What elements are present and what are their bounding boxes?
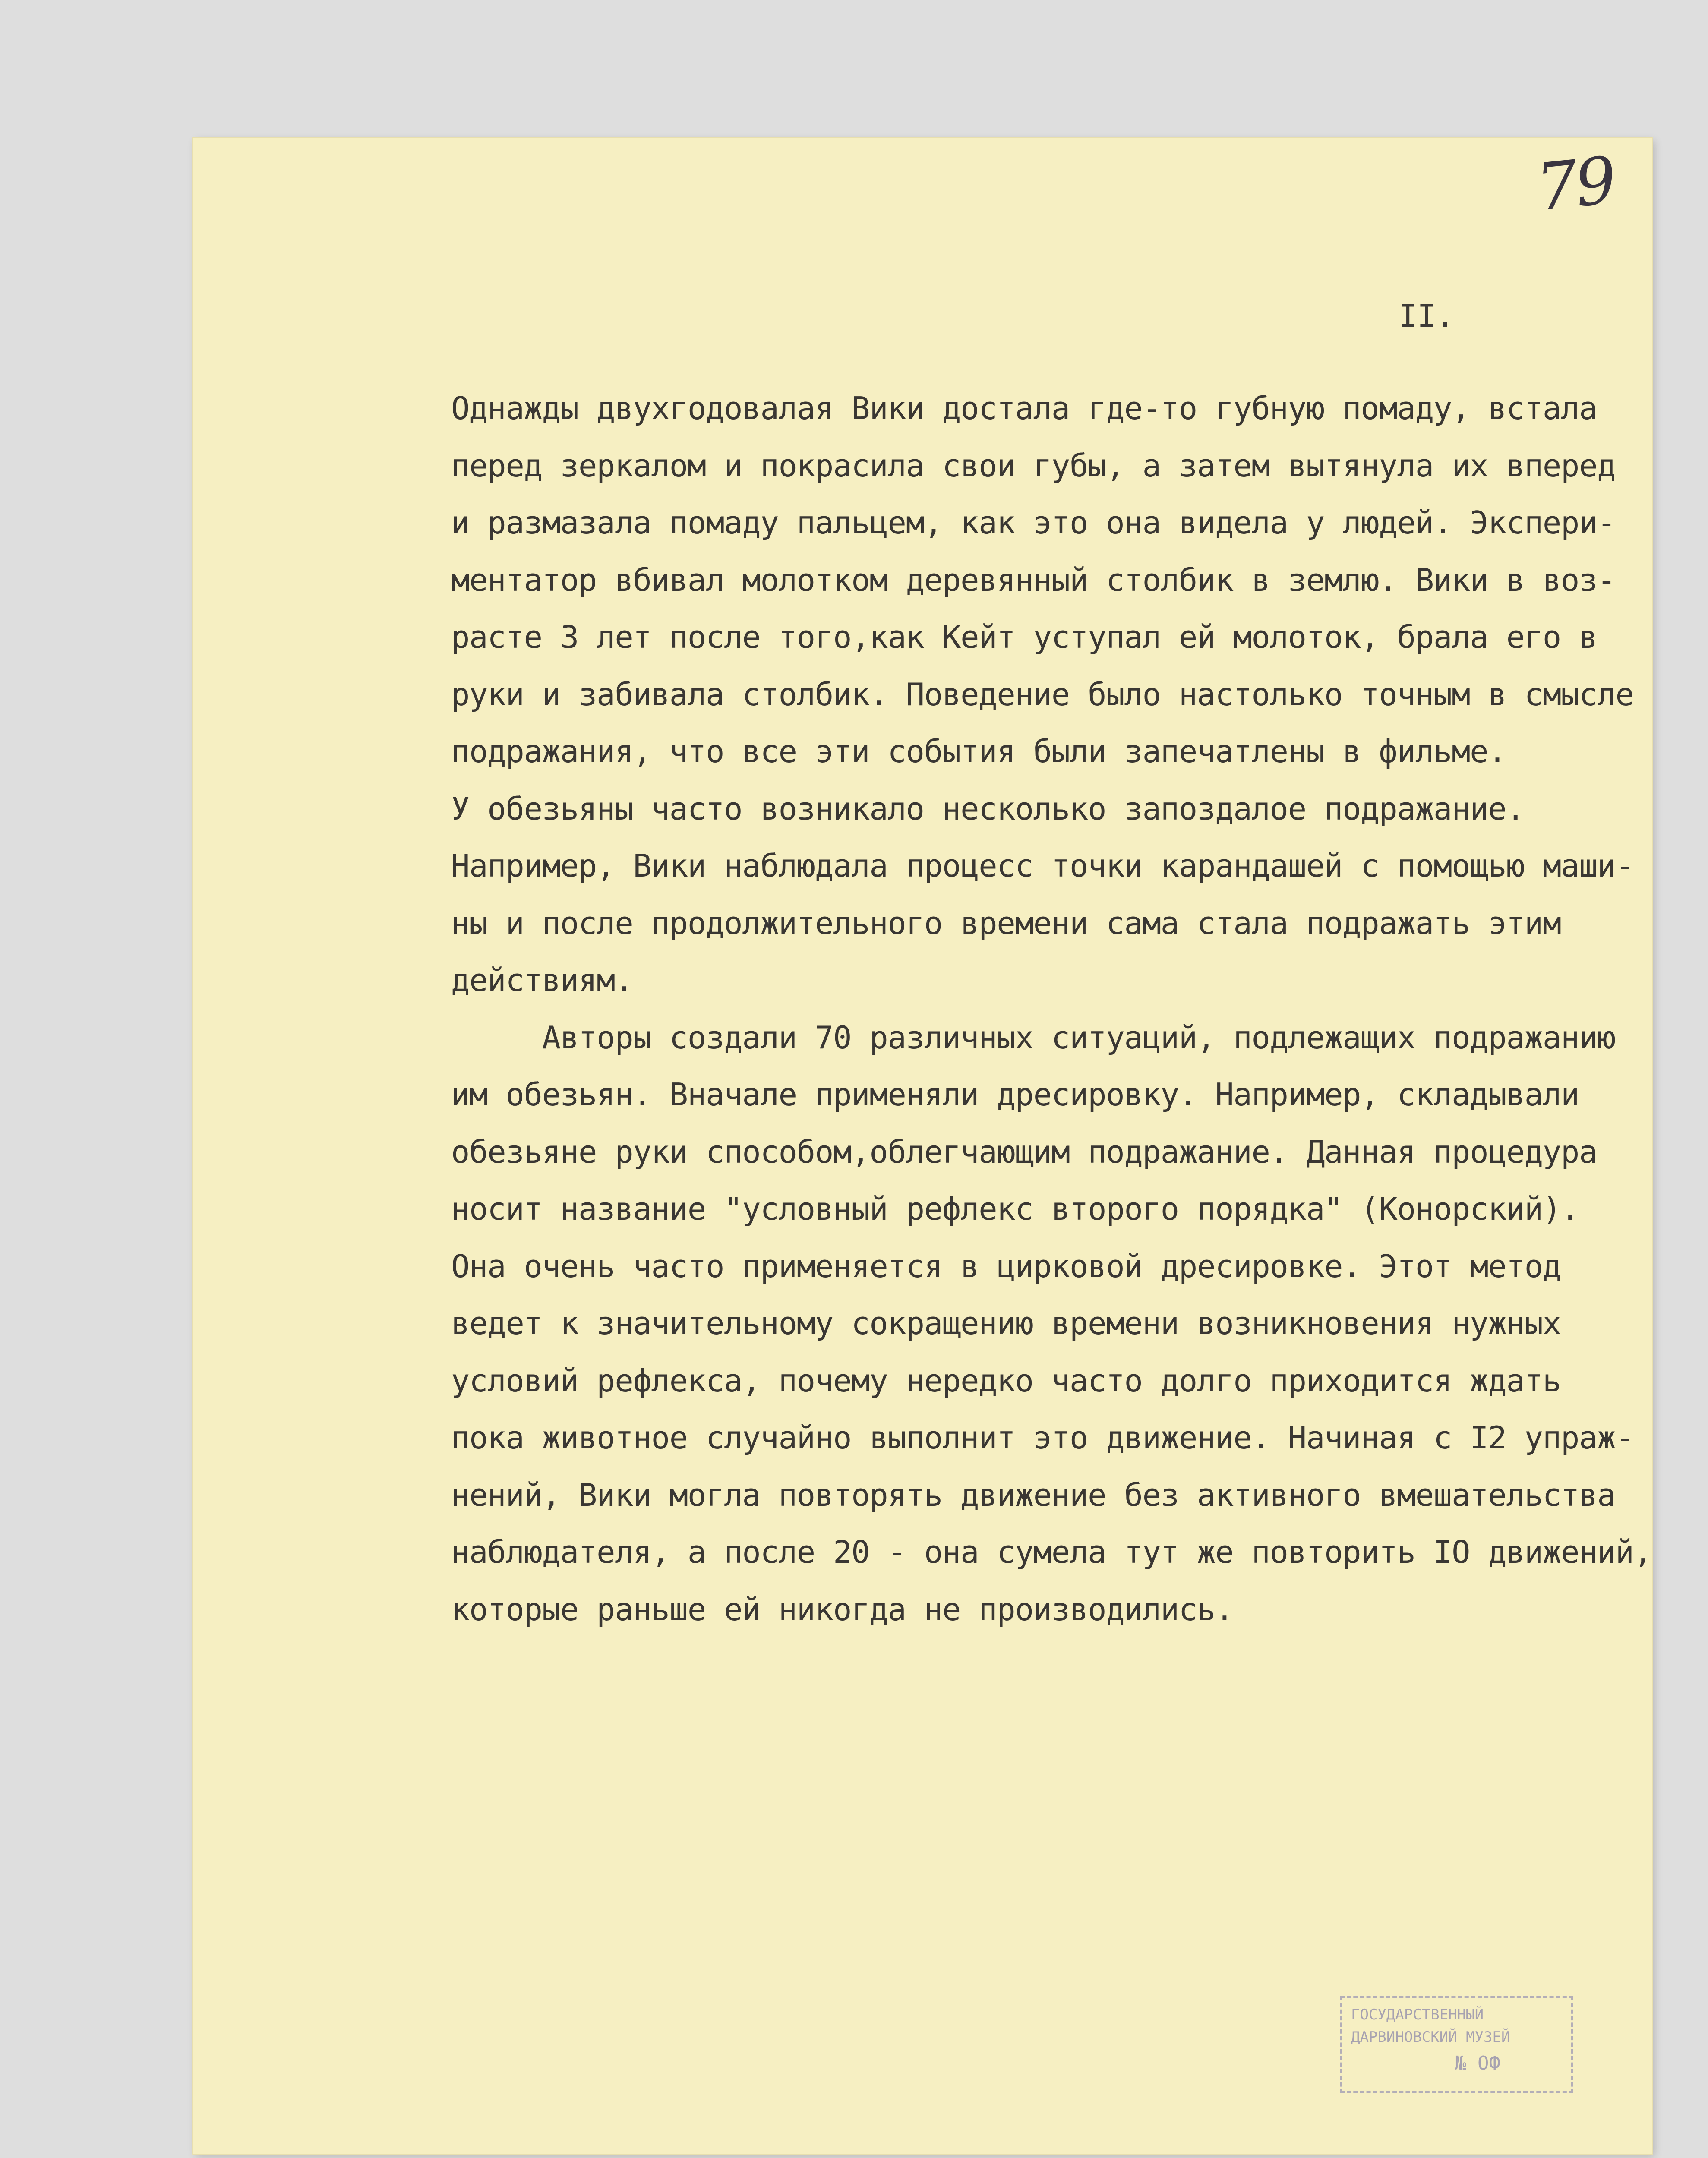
page-number: II. — [1399, 298, 1455, 334]
text-line: руки и забивала столбик. Поведение было настолько точным в смысле — [451, 676, 1634, 713]
text-line: подражания, что все эти события были запечатлены в фильме. — [451, 733, 1506, 770]
stamp-line: ДАРВИНОВСКИЙ МУЗЕЙ — [1351, 2029, 1510, 2046]
text-line: им обезьян. Вначале применяли дресировку. Например, складывали — [451, 1076, 1579, 1113]
text-line: Однажды двухгодовалая Вики достала где-то губную помаду, встала — [451, 390, 1598, 426]
text-line: действиям. — [451, 962, 633, 998]
text-line: расте 3 лет после того,как Кейт уступал ей молоток, брала его в — [451, 619, 1598, 655]
text-line: ны и после продолжительного времени сама стала подражать этим — [451, 905, 1561, 941]
text-line: Авторы создали 70 различных ситуаций, подлежащих подражанию — [451, 1019, 1616, 1056]
text-line: Например, Вики наблюдала процесс точки карандашей с помощью маши- — [451, 848, 1634, 884]
text-line: нений, Вики могла повторять движение без активного вмешательства — [451, 1477, 1616, 1513]
text-line: наблюдателя, а после 20 - она сумела тут же повторить IO движений, — [451, 1534, 1652, 1570]
text-line: которые раньше ей никогда не производились. — [451, 1591, 1234, 1628]
text-line: условий рефлекса, почему нередко часто долго приходится ждать — [451, 1362, 1561, 1399]
text-line: ментатор вбивал молотком деревянный столбик в землю. Вики в воз- — [451, 562, 1616, 598]
body-text — [451, 380, 1652, 1638]
text-line: У обезьяны часто возникало несколько запоздалое подражание. — [451, 790, 1525, 827]
museum-stamp — [1340, 1996, 1573, 2093]
stamp-number: № ОФ — [1455, 2052, 1500, 2074]
text-line: ведет к значительному сокращению времени возникновения нужных — [451, 1305, 1561, 1341]
text-line: перед зеркалом и покрасила свои губы, а затем вытянула их вперед — [451, 447, 1616, 484]
text-line: обезьяне руки способом,облегчающим подражание. Данная процедура — [451, 1133, 1598, 1170]
text-line: пока животное случайно выполнит это движение. Начиная с I2 упраж- — [451, 1420, 1634, 1456]
text-line: и размазала помаду пальцем, как это она видела у людей. Экспери- — [451, 505, 1616, 541]
text-line: Она очень часто применяется в цирковой дресировке. Этот метод — [451, 1248, 1561, 1284]
archive-page-number: 79 — [1533, 143, 1618, 226]
text-line: носит название "условный рефлекс второго порядка" (Конорский). — [451, 1191, 1579, 1227]
stamp-line: ГОСУДАРСТВЕННЫЙ — [1351, 2006, 1484, 2023]
